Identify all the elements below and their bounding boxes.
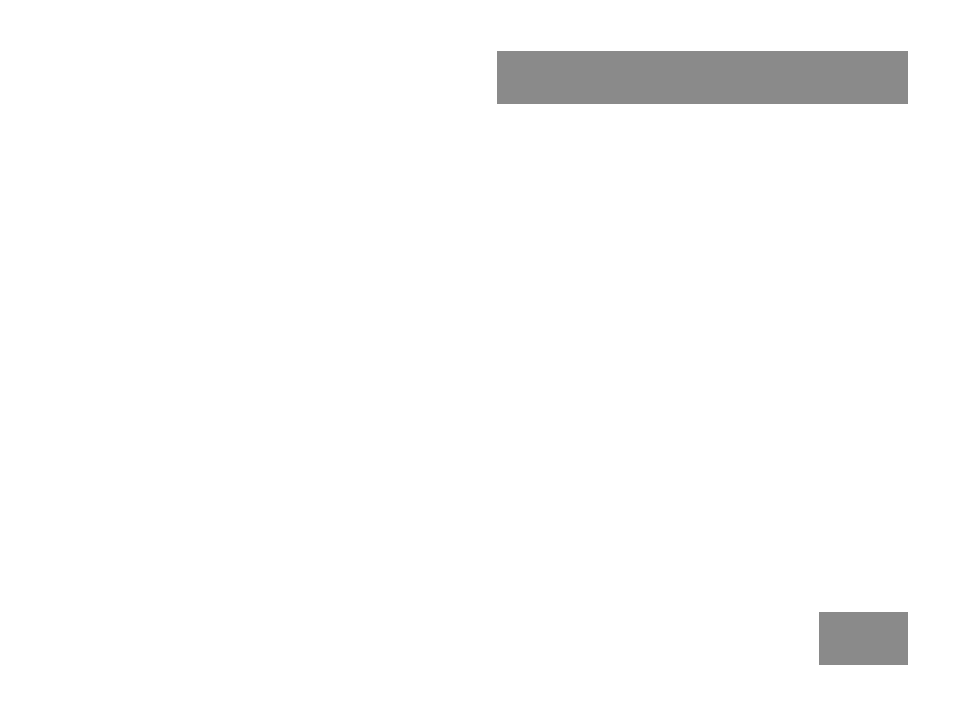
header-bar [497, 51, 908, 104]
page-number-box [819, 612, 908, 665]
